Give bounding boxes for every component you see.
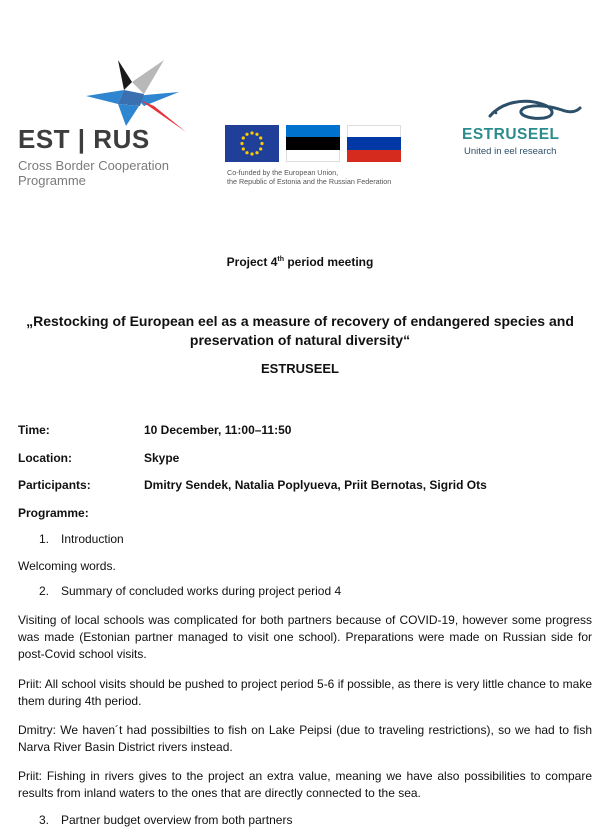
meeting-prefix: Project 4	[226, 255, 278, 269]
programme-item	[39, 584, 341, 598]
time-row	[18, 423, 292, 437]
project-title-line1: „Restocking of European eel as a measure of recovery of endangered species and	[26, 313, 574, 329]
paragraph: Dmitry: We haven´t had possibilties to fish on Lake Peipsi (due to traveling restrictions), so we had to fish Narva River Basin District rivers instead.	[18, 723, 592, 754]
star-emblem-icon	[14, 52, 214, 132]
funding-flags	[225, 125, 415, 195]
eel-icon	[484, 92, 584, 126]
welcome-text: Welcoming words.	[18, 559, 116, 573]
participants-row	[18, 478, 487, 492]
meeting-suffix: period meeting	[283, 255, 374, 269]
estrus-subtitle	[18, 158, 208, 188]
project-acronym: ESTRUSEEL	[260, 361, 339, 376]
location-value: Skype	[144, 451, 180, 465]
item-text: Partner budget overview from both partners	[61, 813, 293, 827]
paragraph: Priit: Fishing in rivers gives to the project an extra value, meaning we have also possibilities to compare results from inland waters to the ones that are directly connected to the sea.	[18, 769, 592, 800]
participants-label: Participants:	[18, 478, 91, 492]
estrus-subtitle-line2: Programme	[18, 173, 86, 188]
estruseel-name: ESTRUSEEL	[462, 126, 560, 143]
cofunded-line1: Co-funded by the European Union,	[227, 168, 339, 177]
eu-flag-icon	[225, 125, 279, 162]
location-row	[18, 451, 180, 465]
item-text: Summary of concluded works during project period 4	[61, 584, 342, 598]
estrus-subtitle-line1: Cross Border Cooperation	[18, 158, 170, 173]
time-label: Time:	[18, 423, 50, 437]
programme-item	[39, 813, 292, 827]
participants-value: Dmitry Sendek, Natalia Poplyueva, Priit Bernotas, Sigrid Ots	[144, 478, 487, 492]
programme-item	[39, 532, 124, 546]
programme-label: Programme:	[18, 506, 89, 520]
project-title-line2: preservation of natural diversity“	[189, 332, 411, 348]
paragraph: Visiting of local schools was complicated for both partners because of COVID-19, however some progress was made (Estonian partner managed to visit one school). Preparations were made on Russian side for post-Covid school visits.	[18, 613, 592, 661]
item-number: 3.	[39, 813, 50, 827]
time-value: 10 December, 11:00–11:50	[144, 423, 292, 437]
item-number: 2.	[39, 584, 50, 598]
item-number: 1.	[39, 532, 50, 546]
paragraph: Priit: All school visits should be pushed to project period 5-6 if possible, as there is very little chance to make them during 4th period.	[18, 677, 592, 708]
estonia-flag-icon	[286, 125, 340, 162]
meeting-sup: th	[277, 256, 284, 263]
russia-flag-icon	[347, 125, 401, 162]
location-label: Location:	[18, 451, 72, 465]
meeting-heading	[0, 255, 600, 269]
cofunded-caption	[227, 168, 417, 186]
estrus-title: EST | RUS	[18, 124, 150, 154]
estrus-logo	[14, 52, 214, 192]
estruseel-logo	[462, 92, 592, 162]
estruseel-tagline: United in eel research	[464, 146, 557, 157]
item-text: Introduction	[61, 532, 124, 546]
cofunded-line2: the Republic of Estonia and the Russian Federation	[227, 177, 392, 186]
